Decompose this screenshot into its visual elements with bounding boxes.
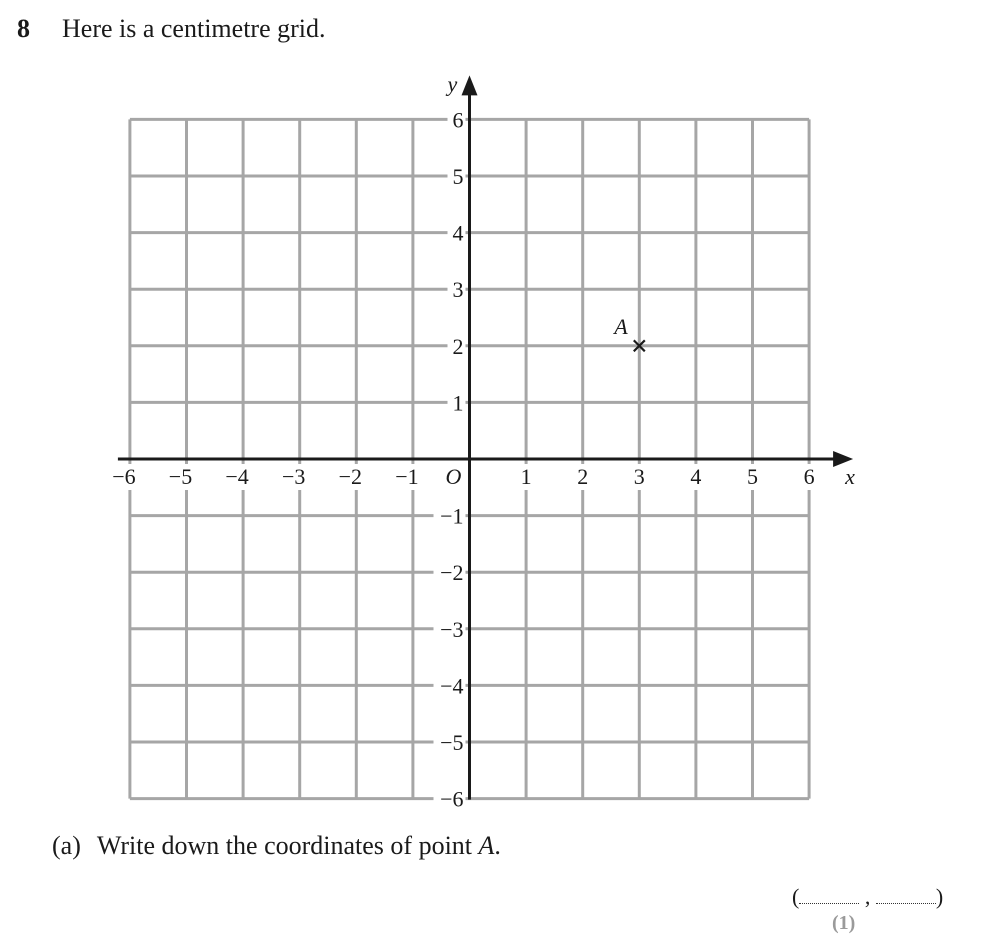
y-tick-label: 4	[452, 220, 464, 246]
x-tick-label: 4	[690, 464, 702, 489]
y-tick-label: −5	[440, 730, 464, 755]
x-tick-label: 6	[803, 464, 815, 489]
part-a-text: Write down the coordinates of point	[96, 831, 479, 860]
x-tick-label: −6	[112, 464, 136, 489]
x-tick-label: −1	[395, 464, 419, 489]
y-tick-label: −3	[440, 616, 464, 642]
x-tick-label: 1	[520, 464, 532, 489]
part-a-label: (a)	[52, 831, 81, 860]
y-tick-label: 2	[452, 333, 464, 359]
x-tick-label: −2	[338, 464, 363, 489]
y-tick-label: 6	[452, 107, 464, 133]
y-axis-arrow-icon	[462, 75, 478, 95]
answer-coordinates	[792, 884, 943, 910]
answer-y-field[interactable]	[876, 889, 936, 904]
part-a-end: .	[494, 831, 501, 860]
y-tick-label: −2	[440, 560, 464, 586]
y-tick-label: 1	[452, 390, 464, 416]
y-tick-label: −1	[440, 503, 464, 529]
answer-separator: ,	[864, 884, 871, 909]
y-tick-label: 5	[452, 164, 464, 189]
answer-close-paren: )	[935, 884, 944, 909]
question-number: 8	[17, 14, 30, 43]
x-tick-label: −5	[168, 464, 193, 489]
y-tick-label: 3	[452, 277, 464, 303]
answer-open-paren: (	[792, 884, 800, 909]
point-label: A	[614, 313, 628, 339]
x-tick-label: 3	[633, 464, 645, 489]
marks-label: (1)	[832, 912, 856, 934]
part-a-point: A	[478, 831, 495, 860]
y-axis-label: y	[447, 71, 458, 97]
x-tick-label: −3	[281, 464, 306, 489]
part-a-question	[52, 831, 501, 861]
origin-label: O	[445, 464, 462, 489]
x-axis-label: x	[845, 464, 855, 489]
question-text: Here is a centimetre grid.	[62, 14, 326, 43]
x-tick-label: −4	[225, 464, 249, 489]
answer-x-field[interactable]	[799, 889, 859, 904]
y-tick-label: −4	[440, 673, 464, 699]
x-tick-label: 5	[747, 464, 758, 489]
x-tick-label: 2	[577, 464, 589, 489]
y-tick-label: −6	[440, 786, 464, 812]
